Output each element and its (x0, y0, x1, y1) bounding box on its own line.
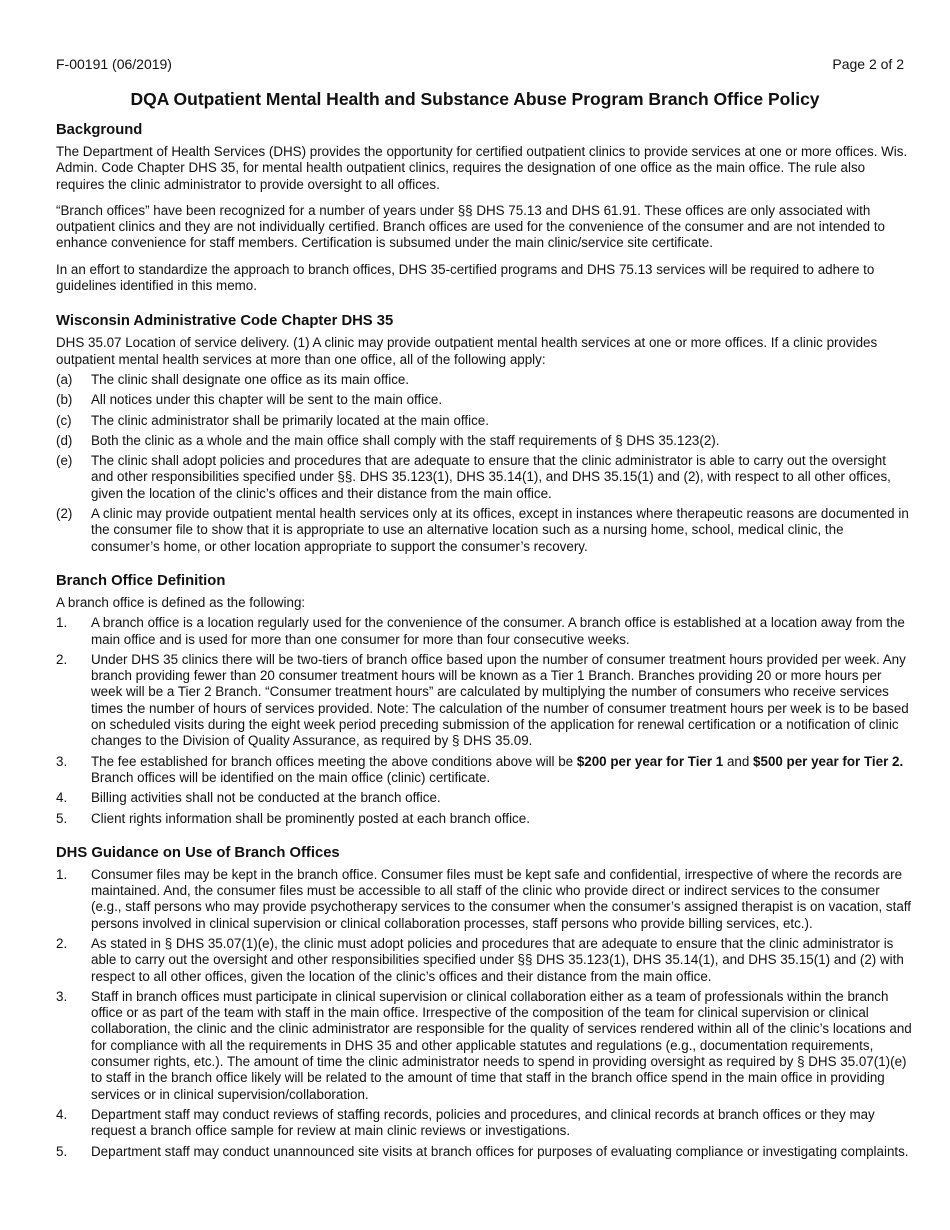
list-text: Consumer files may be kept in the branch office. Consumer files must be kept safe and confidential, irrespective of where the records are maintained. And, the consumer files must be accessible to all staff of the clinic who provide direct or indirect services to the consumer (e.g., staff persons who may provide psychotherapy services to the consumer when the consumer’s assigned therapist is on vacation, staff persons involved in clinical supervision or clinical collaboration processes, staff persons who provide billing services, etc.). (91, 866, 911, 931)
list-text: A clinic may provide outpatient mental health services only at its offices, except in instances where therapeutic reasons are documented in the consumer file to show that it is appropriate to use an alternative location such as a nursing home, school, medical clinic, the consumer’s home, or other location appropriate to support the consumer’s recovery. (91, 506, 909, 554)
tier2-fee: $500 per year for Tier 2. (753, 753, 904, 769)
list-text: As stated in § DHS 35.07(1)(e), the clinic must adopt policies and procedures that are adequate to ensure that the clinic administrator is able to carry out the oversight and other responsibilities specified under §§ DHS 35.123(1), DHS 35.14(1), and DHS 35.15(1) and (2) with respect to all other offices, given the location of the clinic’s offices and their distance from the main office. (91, 935, 904, 984)
list-text: Staff in branch offices must participate in clinical supervision or clinical collaboration either as a team of professionals within the branch office or as part of the team with staff in the main office. Irrespective of the composition of the team for clinical supervision or clinical collaboration, the clinic and the clinic administrator are responsible for the quality of services rendered within all of the clinic’s locations and for compliance with all the requirements in DHS 35 and other applicable statutes and regulations (e.g., documentation requirements, consumer rights, etc.). The amount of time the clinic administrator needs to spend in providing oversight as required by § DHS 35.07(1)(e) to staff in the branch office likely will be related to the amount of time that staff in the branch office spend in the main office in providing services or in clinical supervision/collaboration. (91, 988, 912, 1102)
page-header (56, 56, 904, 72)
list-text: Department staff may conduct unannounced site visits at branch offices for purposes of evaluating compliance or investigating complaints. (91, 1143, 909, 1159)
list-text: The clinic shall adopt policies and procedures that are adequate to ensure that the clinic administrator is able to carry out the oversight and other responsibilities specified under §§. DHS 35.123(1), DHS 35.14(1), and DHS 35.15(1) and (2), with respect to all other offices, given the location of the clinic’s offices and their distance from the main office. (91, 453, 891, 501)
document-body (56, 121, 912, 1164)
fee-text-mid: and (723, 753, 754, 769)
dhs35-intro: DHS 35.07 Location of service delivery. (1) A clinic may provide outpatient mental health services at one or more offices. If a clinic provides outpatient mental health services at more than one office, all of the following apply: (56, 335, 878, 367)
list-text: The clinic administrator shall be primarily located at the main office. (91, 412, 489, 428)
list-item (56, 811, 912, 827)
dhs35-section (56, 312, 912, 555)
fee-text-pre: The fee established for branch offices meeting the above conditions above will be (91, 753, 577, 769)
form-id: F-00191 (06/2019) (56, 56, 172, 72)
list-label: 2. (56, 935, 68, 951)
list-label: 5. (56, 810, 68, 826)
background-section (56, 121, 912, 294)
list-item (56, 754, 912, 787)
list-item (56, 615, 912, 648)
definition-intro: A branch office is defined as the following: (56, 594, 306, 610)
list-label: (2) (56, 506, 73, 522)
list-text: Both the clinic as a whole and the main office shall comply with the staff requirements of § DHS 35.123(2). (91, 432, 720, 448)
list-item (56, 433, 912, 449)
list-label: 4. (56, 1106, 68, 1122)
guidance-section (56, 844, 912, 1160)
list-item (56, 372, 912, 388)
tier1-fee: $200 per year for Tier 1 (576, 753, 724, 769)
list-label: 4. (56, 790, 68, 806)
list-label: (b) (56, 392, 73, 408)
fee-text-post: Branch offices will be identified on the main office (clinic) certificate. (91, 769, 491, 785)
list-item (56, 1144, 912, 1160)
background-paragraph-3: In an effort to standardize the approach to branch offices, DHS 35-certified programs and DHS 75.13 services will be required to adhere to guidelines identified in this memo. (56, 261, 875, 294)
definition-heading: Branch Office Definition (56, 572, 226, 589)
list-item (56, 790, 912, 806)
list-label: (a) (56, 371, 73, 387)
guidance-heading: DHS Guidance on Use of Branch Offices (56, 844, 340, 861)
list-item (56, 392, 912, 408)
list-label: 1. (56, 866, 68, 882)
page-number: Page 2 of 2 (832, 56, 904, 72)
list-text: A branch office is a location regularly used for the convenience of the consumer. A branch office is established at a location away from the main office and is used for more than one consumer for more than four consecutive weeks. (91, 615, 905, 647)
list-text: Billing activities shall not be conducted at the branch office. (91, 790, 441, 806)
list-text: All notices under this chapter will be sent to the main office. (91, 392, 443, 408)
list-label: 3. (56, 988, 68, 1004)
list-text (91, 754, 912, 787)
dhs35-heading: Wisconsin Administrative Code Chapter DHS 35 (56, 313, 394, 330)
list-text: Client rights information shall be prominently posted at each branch office. (91, 810, 530, 826)
list-label: (e) (56, 453, 73, 469)
list-label: 5. (56, 1143, 68, 1159)
list-item (56, 1107, 912, 1140)
list-item (56, 413, 912, 429)
list-item (56, 652, 912, 750)
list-item (56, 936, 912, 985)
list-label: 3. (56, 753, 68, 769)
list-text: The clinic shall designate one office as its main office. (91, 371, 410, 387)
list-item (56, 506, 912, 555)
list-label: 2. (56, 651, 68, 667)
list-label: (d) (56, 432, 73, 448)
list-text: Department staff may conduct reviews of staffing records, policies and procedures, and clinical records at branch offices or they may request a branch office sample for review at main clinic reviews or investigations. (91, 1106, 875, 1139)
list-text: Under DHS 35 clinics there will be two-tiers of branch office based upon the number of consumer treatment hours provided per week. Any branch providing fewer than 20 consumer treatment hours will be known as a Tier 1 Branch. Branches providing 20 or more hours per week will be a Tier 2 Branch. “Consumer treatment hours” are calculated by multiplying the number of consumers who receive services times the number of hours of services provided. Note: The calculation of the number of consumer treatment hours per week is to be based on scheduled visits during the eight week period preceding submission of the application for renewal certification or a notification of clinic changes to the Division of Quality Assurance, as required by § DHS 35.09. (91, 651, 909, 749)
background-paragraph-1: The Department of Health Services (DHS) provides the opportunity for certified outpatient clinics to provide services at one or more offices. Wis. Admin. Code Chapter DHS 35, for mental health outpatient clinics, requires the designation of one office as the main office. The rule also requires the clinic administrator to provide oversight to all offices. (56, 144, 908, 192)
list-item (56, 867, 912, 932)
background-paragraph-2: “Branch offices” have been recognized for a number of years under §§ DHS 75.13 and DHS 61.91. These offices are only associated with outpatient clinics and they are not individually certified. Branch offices are used for the convenience of the consumer and are not intended to enhance convenience for staff members. Certification is subsumed under the main clinic/service site certificate. (56, 202, 885, 251)
definition-section (56, 572, 912, 827)
list-item (56, 453, 912, 502)
list-label: (c) (56, 412, 72, 428)
list-item (56, 989, 912, 1103)
list-label: 1. (56, 615, 68, 631)
document-title: DQA Outpatient Mental Health and Substance Abuse Program Branch Office Policy (130, 89, 820, 109)
background-heading: Background (56, 122, 143, 138)
